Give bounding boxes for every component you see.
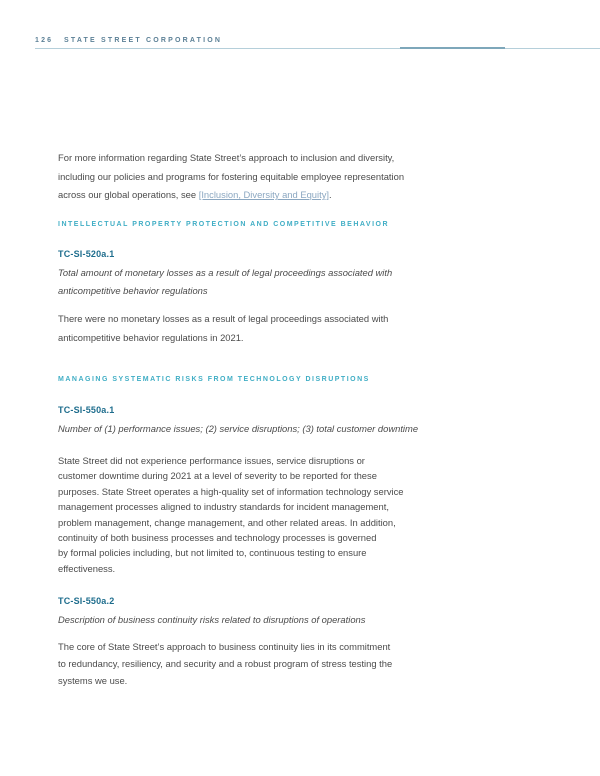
text-line: anticompetitive behavior regulations [58, 285, 208, 296]
text-line: The core of State Street’s approach to business continuity lies in its commitment [58, 641, 391, 652]
text-line: There were no monetary losses as a result of legal proceedings associated with [58, 313, 389, 324]
header-rule [35, 48, 600, 49]
text-line: systems we use. [58, 674, 128, 686]
metric-code-tc-si-550a1: TC-SI-550a.1 [58, 405, 115, 415]
intro-link-suffix: . [329, 189, 332, 200]
metric-description-tc-si-550a2 [58, 611, 365, 630]
text-line: purposes. State Street operates a high-quality set of information technology service [58, 485, 404, 497]
metric-code-tc-si-520a1: TC-SI-520a.1 [58, 249, 115, 259]
text-line: effectiveness. [58, 562, 116, 574]
metric-code-tc-si-550a2: TC-SI-550a.2 [58, 596, 115, 606]
text-line: Description of business continuity risks related to disruptions of operations [58, 614, 366, 625]
text-line: State Street did not experience performance issues, service disruptions or [58, 455, 365, 466]
text-line: including our policies and programs for fostering equitable employee representation [58, 170, 405, 182]
metric-response-tc-si-520a1 [58, 310, 388, 347]
metric-response-tc-si-550a1 [58, 453, 404, 576]
page-number: 126 [35, 37, 54, 44]
text-line: anticompetitive behavior regulations in 2021. [58, 331, 244, 343]
text-line: Number of (1) performance issues; (2) service disruptions; (3) total customer downtime [58, 423, 419, 434]
text-line: customer downtime during 2021 at a level of severity to be reported for these [58, 470, 377, 482]
intro-paragraph [58, 149, 404, 205]
metric-description-tc-si-520a1 [58, 264, 392, 300]
text-line: by formal policies including, but not limited to, continuous testing to ensure [58, 547, 367, 559]
text-line [58, 186, 404, 205]
inclusion-diversity-equity-link[interactable]: [Inclusion, Diversity and Equity] [198, 189, 329, 200]
text-line: to redundancy, resiliency, and security and a robust program of stress testing the [58, 657, 393, 669]
company-name: STATE STREET CORPORATION [64, 37, 223, 44]
metric-response-tc-si-550a2 [58, 639, 392, 689]
text-line: Total amount of monetary losses as a result of legal proceedings associated with [58, 267, 393, 278]
text-line: continuity of both business processes and technology processes is governed [58, 532, 377, 544]
text-line: For more information regarding State Street’s approach to inclusion and diversity, [58, 152, 395, 163]
section-heading-systematic-risks: MANAGING SYSTEMATIC RISKS FROM TECHNOLOGY DISRUPTIONS [58, 376, 370, 383]
header-rule-accent [400, 47, 505, 49]
text-line: problem management, change management, and other related areas. In addition, [58, 516, 396, 528]
metric-description-tc-si-550a1 [58, 420, 418, 439]
intro-link-prefix: across our global operations, see [58, 189, 199, 200]
section-heading-intellectual-property: INTELLECTUAL PROPERTY PROTECTION AND COMPETITIVE BEHAVIOR [58, 221, 390, 228]
text-line: management processes aligned to industry standards for incident management, [58, 501, 389, 513]
